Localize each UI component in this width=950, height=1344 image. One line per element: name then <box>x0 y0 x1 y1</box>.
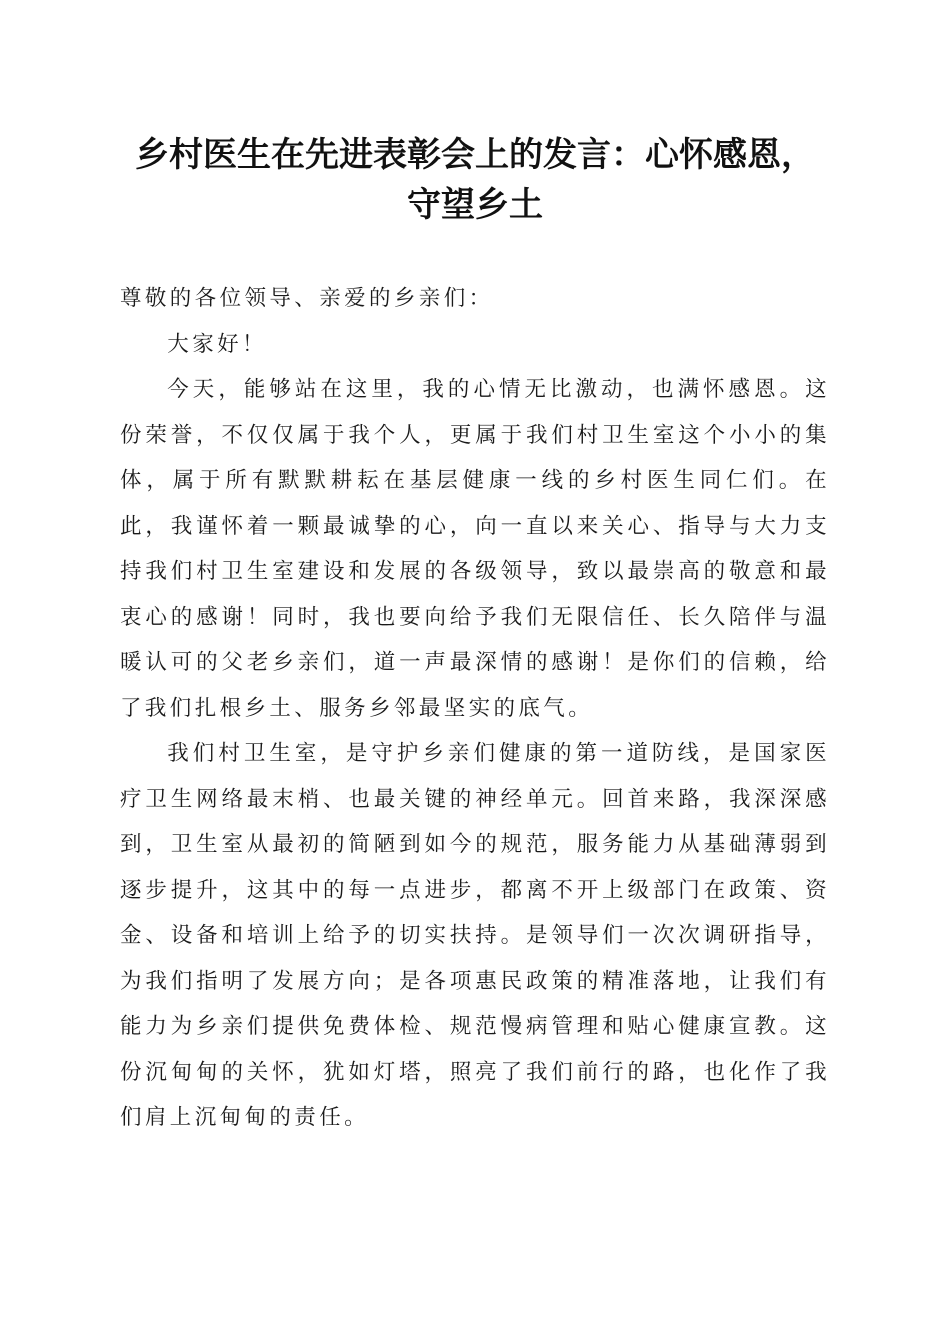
salutation: 尊敬的各位领导、亲爱的乡亲们： <box>120 286 494 311</box>
document-body <box>120 276 830 1141</box>
title-line-2: 守望乡土 <box>407 185 543 225</box>
greeting: 大家好！ <box>167 331 267 357</box>
document-title <box>100 130 850 230</box>
paragraph-2: 我们村卫生室，是守护乡亲们健康的第一道防线，是国家医疗卫生网络最末梢、也最关键的神经单元。回首来路，我深深感到，卫生室从最初的简陋到如今的规范，服务能力从基础薄弱到逐步提升，这其中的每一点进步，都离不开上级部门在政策、资金、设备和培训上给予的切实扶持。是领导们一次次调研指导，为我们指明了发展方向；是各项惠民政策的精准落地，让我们有能力为乡亲们提供免费体检、规范慢病管理和贴心健康宣教。这份沉甸甸的关怀，犹如灯塔，照亮了我们前行的路，也化作了我们肩上沉甸甸的责任。 <box>120 741 830 1130</box>
title-line-1: 乡村医生在先进表彰会上的发言：心怀感恩， <box>135 135 815 175</box>
paragraph-1: 今天，能够站在这里，我的心情无比激动，也满怀感恩。这份荣誉，不仅仅属于我个人，更属于我们村卫生室这个小小的集体，属于所有默默耕耘在基层健康一线的乡村医生同仁们。在此，我谨怀着一颗最诚挚的心，向一直以来关心、指导与大力支持我们村卫生室建设和发展的各级领导，致以最崇高的敬意和最衷心的感谢！同时，我也要向给予我们无限信任、长久陪伴与温暖认可的父老乡亲们，道一声最深情的感谢！是你们的信赖，给了我们扎根乡土、服务乡邻最坚实的底气。 <box>120 377 830 721</box>
